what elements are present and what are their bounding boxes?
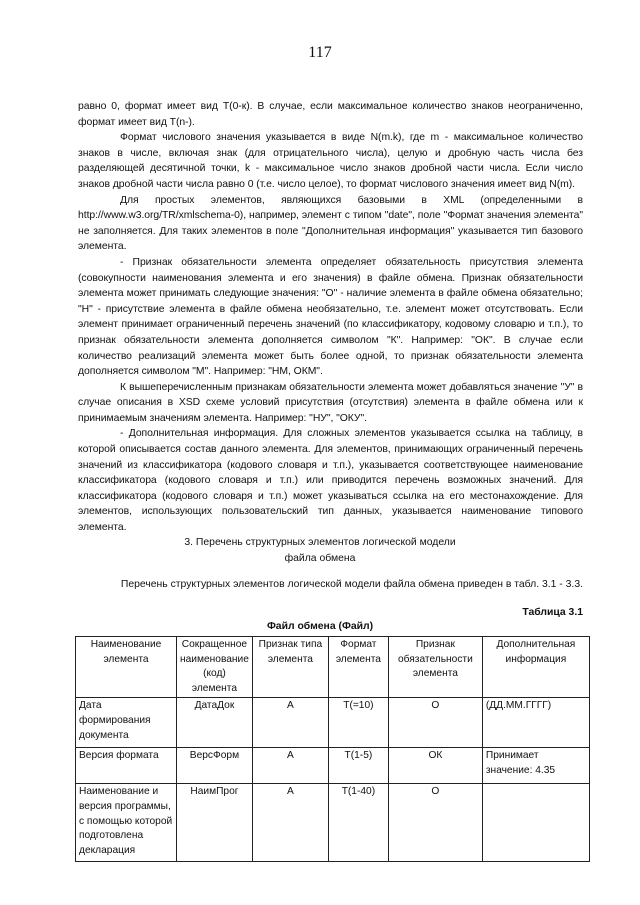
table-cell: А <box>252 698 328 748</box>
table-cell: Дата формирования документа <box>76 698 177 748</box>
data-table <box>75 636 590 862</box>
table-cell: О <box>388 784 482 862</box>
paragraph: Для простых элементов, являющихся базовыми в XML (определенными в http://www.w3.org/TR/xmlschema-0), например, элемент с типом "date", поле "Формат значения элемента" не заполняется. Для таких элементов в поле "Дополнительная информация" указывается тип базового элемента. <box>78 194 583 253</box>
table-cell: НаимПрог <box>177 784 253 862</box>
section-intro: Перечень структурных элементов логической модели файла обмена приведен в табл. 3.1 - 3.3. <box>120 579 583 590</box>
table-cell: А <box>252 784 328 862</box>
column-header: Формат элемента <box>328 637 388 698</box>
table-row <box>76 784 590 862</box>
table-cell: T(1-5) <box>328 748 388 784</box>
table-cell: T(1-40) <box>328 784 388 862</box>
paragraph: - Дополнительная информация. Для сложных элементов указывается ссылка на таблицу, в которой описывается состав данного элемента. Для элементов, принимающих ограниченный перечень значений из классификатора (кодового словаря и т.п.), указывается соответствующее наименование классификатора (кодового словаря и т.п.) или приводится перечень возможных значений. Для классификатора (кодового словаря и т.п.) может указываться ссылка на его местонахождение. Для элементов, использующих пользовательский тип данных, указывается наименование типового элемента. <box>78 428 583 534</box>
table-label: Таблица 3.1 <box>522 607 583 618</box>
table-cell: А <box>252 748 328 784</box>
table-cell: Версия формата <box>76 748 177 784</box>
paragraph: равно 0, формат имеет вид T(0-к). В случае, если максимальное количество знаков неограниченно, формат имеет вид T(n-). <box>78 101 583 128</box>
table-row <box>76 748 590 784</box>
table-cell <box>482 784 589 862</box>
paragraph: Формат числового значения указывается в виде N(m.k), где m - максимальное количество знаков в числе, включая знак (для отрицательного числа), целую и дробную часть числа без разделяющей десятичной точки, k - максимальное число знаков дробной части числа. Если число знаков дробной части числа равно 0 (т.е. число целое), то формат числового значения имеет вид N(m). <box>78 132 583 190</box>
column-header: Сокращенное наименование (код) элемента <box>177 637 253 698</box>
column-header: Наименование элемента <box>76 637 177 698</box>
column-header: Признак обязательности элемента <box>388 637 482 698</box>
column-header: Дополнительная информация <box>482 637 589 698</box>
table-cell: T(=10) <box>328 698 388 748</box>
table-cell: (ДД.ММ.ГГГГ) <box>482 698 589 748</box>
section-heading-line: 3. Перечень структурных элементов логической модели <box>184 537 456 548</box>
table-cell: О <box>388 698 482 748</box>
table-header-row <box>76 637 590 698</box>
section-heading <box>0 535 640 566</box>
table-cell: Наименование и версия программы, с помощью которой подготовлена декларация <box>76 784 177 862</box>
paragraph: - Признак обязательности элемента определяет обязательность присутствия элемента (совокупности наименования элемента и его значения) в файле обмена. Признак обязательности элемента может принимать следующие значения: "О" - наличие элемента в файле обмена обязательно; "Н" - присутствие элемента в файле обмена необязательно, т.е. элемент может отсутствовать. Если элемент принимает ограниченный перечень значений (по классификатору, кодовому словарю и т.п.), то признак обязательности элемента дополняется символом "К". Например: "ОК". В случае если количество реализаций элемента может быть более одной, то признак обязательности элемента дополняется символом "М". Например: "НМ, ОКМ". <box>78 256 583 378</box>
table-cell: ОК <box>388 748 482 784</box>
table-cell: ДатаДок <box>177 698 253 748</box>
section-heading-line: файла обмена <box>284 552 356 564</box>
table-cell: Принимает значение: 4.35 <box>482 748 589 784</box>
body-text <box>78 99 583 536</box>
column-header: Признак типа элемента <box>252 637 328 698</box>
table-cell: ВерсФорм <box>177 748 253 784</box>
table-title: Файл обмена (Файл) <box>266 621 374 632</box>
table-row <box>76 698 590 748</box>
paragraph: К вышеперечисленным признакам обязательности элемента может добавляться значение "У" в случае описания в XSD схеме условий присутствия (отсутствия) элемента в файле обмена или к принимаемым значениям элемента. Например: "НУ", "ОКУ". <box>78 381 583 424</box>
page-number: 117 <box>308 44 332 61</box>
